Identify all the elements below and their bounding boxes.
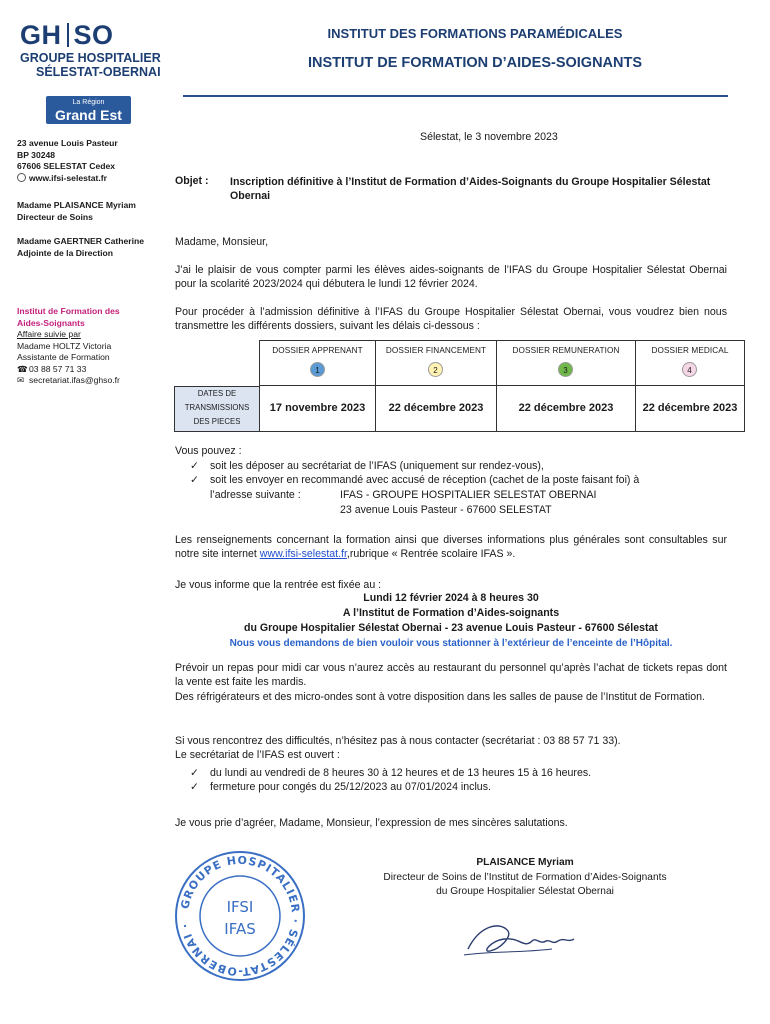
postal-address-1: IFAS - GROUPE HOSPITALIER SELESTAT OBERNAI <box>340 489 597 501</box>
closing-formula: Je vous prie d’agréer, Madame, Monsieur, l’expression de mes sincères salutations. <box>175 817 568 829</box>
header-divider <box>183 95 728 97</box>
opening-hours-list <box>190 766 727 795</box>
email-address[interactable]: secretariat.ifas@ghso.fr <box>29 375 120 385</box>
check-icon: ✓ <box>190 781 199 794</box>
header-title-1: INSTITUT DES FORMATIONS PARAMÉDICALES <box>327 26 623 41</box>
objet-text: Inscription définitive à l’Institut de Formation d’Aides-Soignants du Groupe Hospitalier Sélestat Obernai <box>230 176 711 203</box>
sidebar-director <box>17 200 167 223</box>
region-grand-est-logo <box>46 96 131 124</box>
handwritten-signature <box>460 915 580 965</box>
region-logo-small: La Région <box>72 99 105 106</box>
column-head-apprenant: DOSSIER APPRENANT <box>272 346 363 355</box>
adjointe-role: Adjointe de la Direction <box>17 247 113 258</box>
mail-icon: ✉ <box>17 375 25 385</box>
check-icon: ✓ <box>190 767 199 779</box>
address-line-3: 67606 SELESTAT Cedex <box>17 161 116 171</box>
postal-address-2: 23 avenue Louis Pasteur - 67600 SELESTAT <box>340 504 552 516</box>
website-link[interactable]: www.ifsi-selestat.fr <box>29 172 108 183</box>
address-label: l’adresse suivante : <box>210 489 301 501</box>
number-badge-3: 3 <box>558 362 573 377</box>
header-title-2: INSTITUT DE FORMATION D’AIDES-SOIGNANTS <box>307 55 643 71</box>
paragraph-6: Si vous rencontrez des difficultés, n’hésitez pas à nous contacter (secrétariat : 03 88 57 71 33). Le secrétariat de l’IFAS est ouvert : <box>175 735 621 762</box>
director-role: Directeur de Soins <box>17 211 93 222</box>
date-medical: 22 décembre 2023 <box>642 402 738 414</box>
region-logo-big: Grand Est <box>55 107 122 123</box>
number-badge-1: 1 <box>310 362 325 377</box>
signatory-role-2: du Groupe Hospitalier Sélestat Obernai <box>436 886 614 897</box>
globe-icon <box>17 173 26 182</box>
logo-line1: GROUPE HOSPITALIER <box>20 51 161 65</box>
paragraph-5: Prévoir un repas pour midi car vous n’aurez accès au restaurant du personnel qu’après l’achat de tickets repas dont la vente est faite les mardis. Des réfrigérateurs et des micro-ondes sont à votre disposition dans les salles de pause de l’Institut de Formation. <box>175 662 727 703</box>
date-remuneration: 22 décembre 2023 <box>518 402 614 414</box>
list-item: ✓ soit les envoyer en recommandé avec accusé de réception (cachet de la poste faisant foi) à <box>190 474 640 487</box>
affaire-name: Madame HOLTZ Victoria <box>17 340 112 351</box>
logo-line2: SÉLESTAT-OBERNAI <box>36 65 161 79</box>
director-name: Madame PLAISANCE Myriam <box>17 200 136 210</box>
institution-stamp <box>170 846 310 986</box>
rentree-details <box>175 591 727 651</box>
paragraph-1: J’ai le plaisir de vous compter parmi les élèves aides-soignants de l’IFAS du Groupe Hospitalier Sélestat Obernai pour la scolarité 2023/2024 qui débutera le lundi 12 février 2024. <box>175 264 727 291</box>
sidebar-address <box>17 138 167 184</box>
stamp-ring-text: GROUPE HOSPITALIER · SÉLESTAT-OBERNAI · <box>178 853 303 979</box>
vous-pouvez: Vous pouvez : <box>175 445 242 457</box>
row-label-3: DES PIECES <box>193 417 241 426</box>
check-icon: ✓ <box>190 474 199 487</box>
rentree-date: Lundi 12 février 2024 à 8 heures 30 <box>363 592 539 604</box>
dossier-table <box>174 340 745 432</box>
sidebar-adjointe <box>17 236 169 259</box>
column-head-medical: DOSSIER MEDICAL <box>651 346 729 355</box>
check-icon: ✓ <box>190 460 199 472</box>
signature-block <box>330 856 720 900</box>
stamp-center-1: IFSI <box>226 898 254 916</box>
row-label-2: TRANSMISSIONS <box>184 403 250 412</box>
adjointe-name: Madame GAERTNER Catherine <box>17 236 145 246</box>
website-link-body[interactable]: www.ifsi-selestat.fr <box>259 548 347 561</box>
column-head-remuneration: DOSSIER REMUNERATION <box>512 346 620 355</box>
objet-label: Objet : <box>175 175 209 187</box>
rentree-address: du Groupe Hospitalier Sélestat Obernai - 23 avenue Louis Pasteur - 67600 Sélestat <box>244 622 658 634</box>
rentree-place: A l’Institut de Formation d’Aides-soignants <box>342 607 560 619</box>
stamp-center-2: IFAS <box>224 920 256 938</box>
paragraph-4: Je vous informe que la rentrée est fixée au : <box>175 579 382 591</box>
signatory-role-1: Directeur de Soins de l’Institut de Formation d’Aides-Soignants <box>383 871 667 883</box>
parking-notice: Nous vous demandons de bien vouloir vous stationner à l’extérieur de l’enceinte de l’Hôpital. <box>229 638 673 649</box>
list-item: ✓ fermeture pour congés du 25/12/2023 au 07/01/2024 inclus. <box>190 781 491 794</box>
list-item: ✓ soit les déposer au secrétariat de l’IFAS (uniquement sur rendez-vous), <box>190 460 544 472</box>
date-apprenant: 17 novembre 2023 <box>269 402 366 414</box>
address-line-1: 23 avenue Louis Pasteur <box>17 138 118 148</box>
affaire-role: Assistante de Formation <box>17 352 110 362</box>
number-badge-4: 4 <box>682 362 697 377</box>
sidebar-institute <box>17 306 169 387</box>
letter-date: Sélestat, le 3 novembre 2023 <box>420 131 558 143</box>
institute-line-1: Institut de Formation des <box>17 306 120 316</box>
date-financement: 22 décembre 2023 <box>388 402 484 414</box>
affaire-label: Affaire suivie par <box>17 329 81 339</box>
list-item: ✓ du lundi au vendredi de 8 heures 30 à 12 heures et de 13 heures 15 à 16 heures. <box>190 767 592 779</box>
phone-number: 03 88 57 71 33 <box>29 363 87 374</box>
salutation: Madame, Monsieur, <box>175 236 269 248</box>
delivery-options-list <box>190 459 727 488</box>
logo-so: SO <box>73 20 114 50</box>
row-label <box>174 387 260 429</box>
signatory-name: PLAISANCE Myriam <box>476 857 574 868</box>
column-head-financement: DOSSIER FINANCEMENT <box>385 346 487 355</box>
paragraph-3: Les renseignements concernant la formation ainsi que diverses informations plus générales sont consultables sur notre site internet www.ifsi-selestat.fr,rubrique « Rentrée scolaire IFAS ». <box>175 534 727 561</box>
address-line-2: BP 30248 <box>17 149 56 160</box>
phone-icon: ☎ <box>17 363 28 374</box>
row-label-1: DATES DE <box>197 389 237 398</box>
paragraph-2: Pour procéder à l’admission définitive à l’IFAS du Groupe Hospitalier Sélestat Obernai, vous voudrez bien nous transmettre les différents dossiers, suivant les délais ci-dessous : <box>175 306 727 333</box>
institute-line-2: Aides-Soignants <box>17 317 85 328</box>
number-badge-2: 2 <box>428 362 443 377</box>
ghso-logo <box>20 20 170 79</box>
logo-gh: GH <box>20 20 62 50</box>
